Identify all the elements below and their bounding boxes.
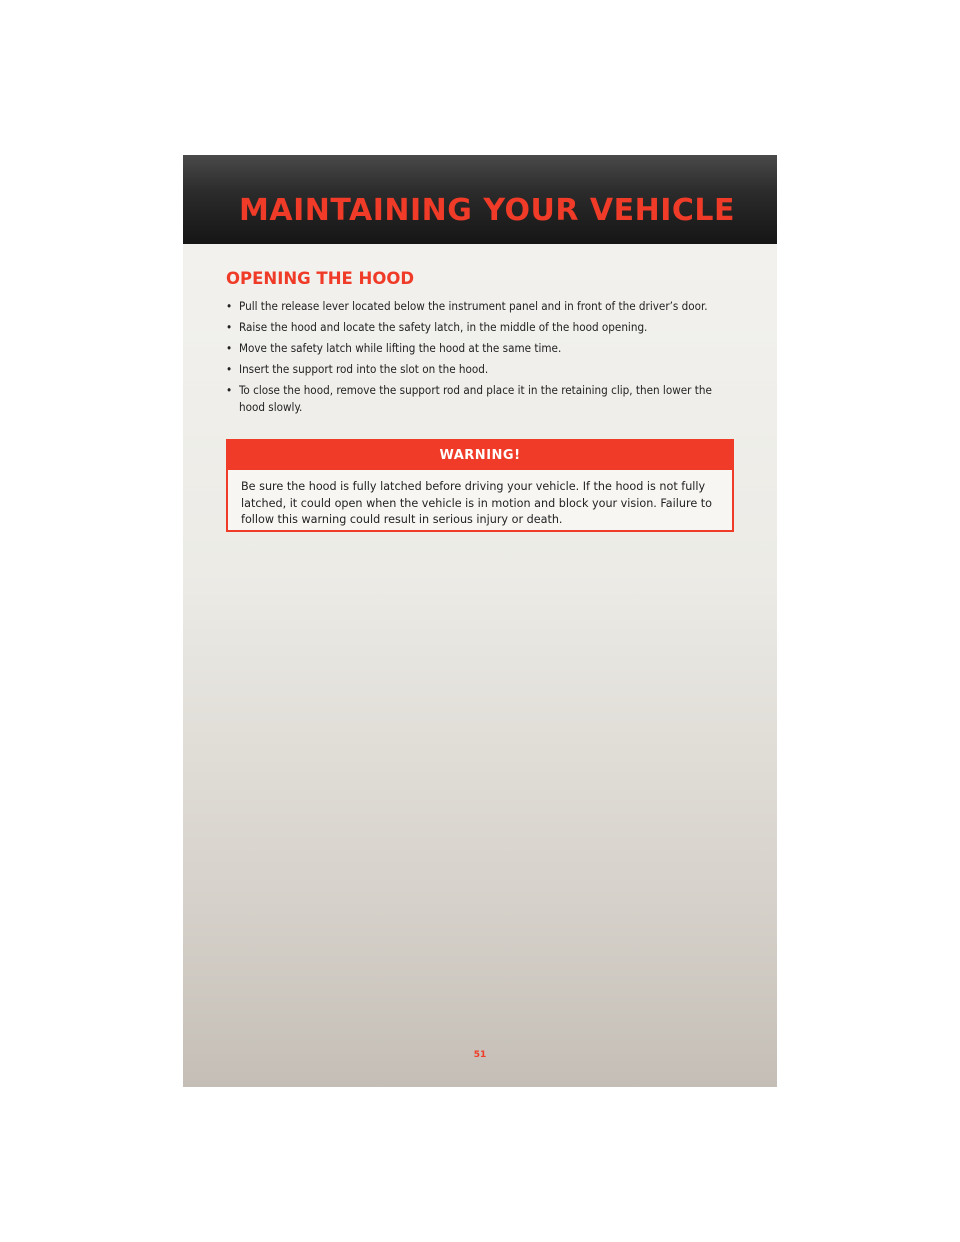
bullet-icon: • (226, 383, 233, 397)
list-item-text: To close the hood, remove the support rod and place it in the retaining clip, then lower the hood slowly. (239, 383, 712, 414)
warning-title: WARNING! (228, 441, 732, 470)
bullet-icon: • (226, 362, 233, 376)
list-item (226, 319, 736, 336)
bullet-icon: • (226, 299, 233, 313)
page-number: 51 (473, 1050, 487, 1060)
bullet-icon: • (226, 341, 233, 355)
warning-text: Be sure the hood is fully latched before driving your vehicle. If the hood is not fully latched, it could open when the vehicle is in motion and block your vision. Failure to follow this warning could result in serious injury or death. (241, 480, 712, 526)
list-item (226, 361, 736, 378)
list-item-text: Pull the release lever located below the instrument panel and in front of the driver’s door. (239, 299, 708, 313)
bullet-icon: • (226, 320, 233, 334)
list-item-text: Move the safety latch while lifting the hood at the same time. (239, 341, 562, 355)
chapter-title: MAINTAINING YOUR VEHICLE (239, 193, 735, 228)
list-item (226, 382, 736, 416)
instruction-list (226, 298, 736, 416)
content-area (226, 269, 736, 420)
manual-page (183, 155, 777, 1087)
warning-box (226, 439, 734, 532)
list-item (226, 298, 736, 315)
header-band (183, 155, 777, 244)
list-item-text: Raise the hood and locate the safety latch, in the middle of the hood opening. (239, 320, 648, 334)
list-item-text: Insert the support rod into the slot on the hood. (239, 362, 489, 376)
list-item (226, 340, 736, 357)
section-heading: OPENING THE HOOD (226, 269, 415, 288)
